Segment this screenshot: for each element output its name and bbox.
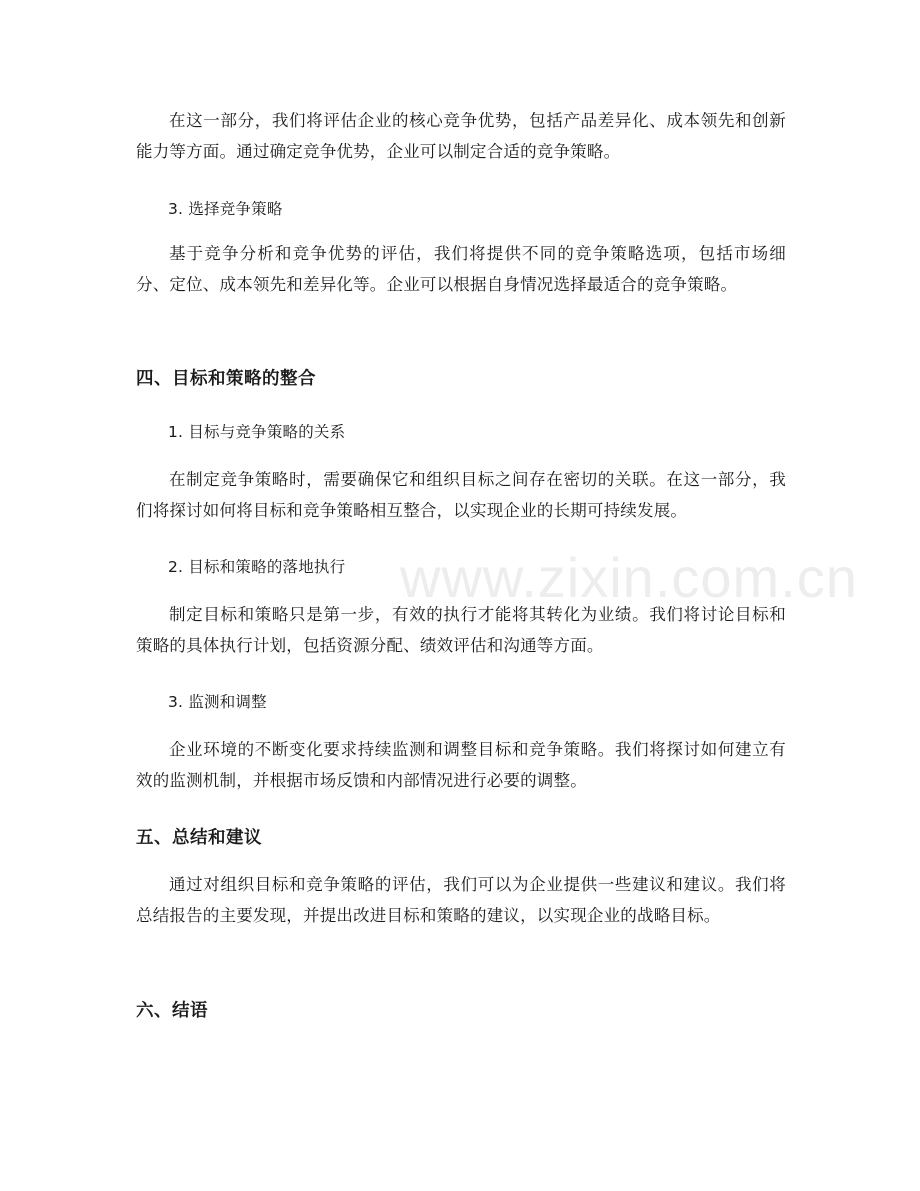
subheading: 1. 目标与竞争策略的关系 xyxy=(168,423,346,441)
subheading: 3. 选择竞争策略 xyxy=(168,200,283,218)
section-heading: 六、结语 xyxy=(136,1001,208,1021)
paragraph: 通过对组织目标和竞争策略的评估，我们可以为企业提供一些建议和建议。我们将总结报告的主要发现，并提出改进目标和策略的建议，以实现企业的战略目标。 xyxy=(136,875,786,925)
section-heading: 五、总结和建议 xyxy=(136,828,262,848)
paragraph: 在制定竞争策略时，需要确保它和组织目标之间存在密切的关联。在这一部分，我们将探讨如何将目标和竞争策略相互整合，以实现企业的长期可持续发展。 xyxy=(136,470,786,520)
subheading: 2. 目标和策略的落地执行 xyxy=(168,558,346,576)
watermark: www.zixin.com.cn xyxy=(400,546,858,609)
paragraph: 基于竞争分析和竞争优势的评估，我们将提供不同的竞争策略选项，包括市场细分、定位、成本领先和差异化等。企业可以根据自身情况选择最适合的竞争策略。 xyxy=(136,244,786,294)
paragraph: 企业环境的不断变化要求持续监测和调整目标和竞争策略。我们将探讨如何建立有效的监测机制，并根据市场反馈和内部情况进行必要的调整。 xyxy=(136,740,786,790)
paragraph: 在这一部分，我们将评估企业的核心竞争优势，包括产品差异化、成本领先和创新能力等方面。通过确定竞争优势，企业可以制定合适的竞争策略。 xyxy=(136,111,786,161)
section-heading: 四、目标和策略的整合 xyxy=(136,369,316,389)
subheading: 3. 监测和调整 xyxy=(168,693,267,711)
paragraph: 制定目标和策略只是第一步，有效的执行才能将其转化为业绩。我们将讨论目标和策略的具体执行计划，包括资源分配、绩效评估和沟通等方面。 xyxy=(136,605,786,655)
